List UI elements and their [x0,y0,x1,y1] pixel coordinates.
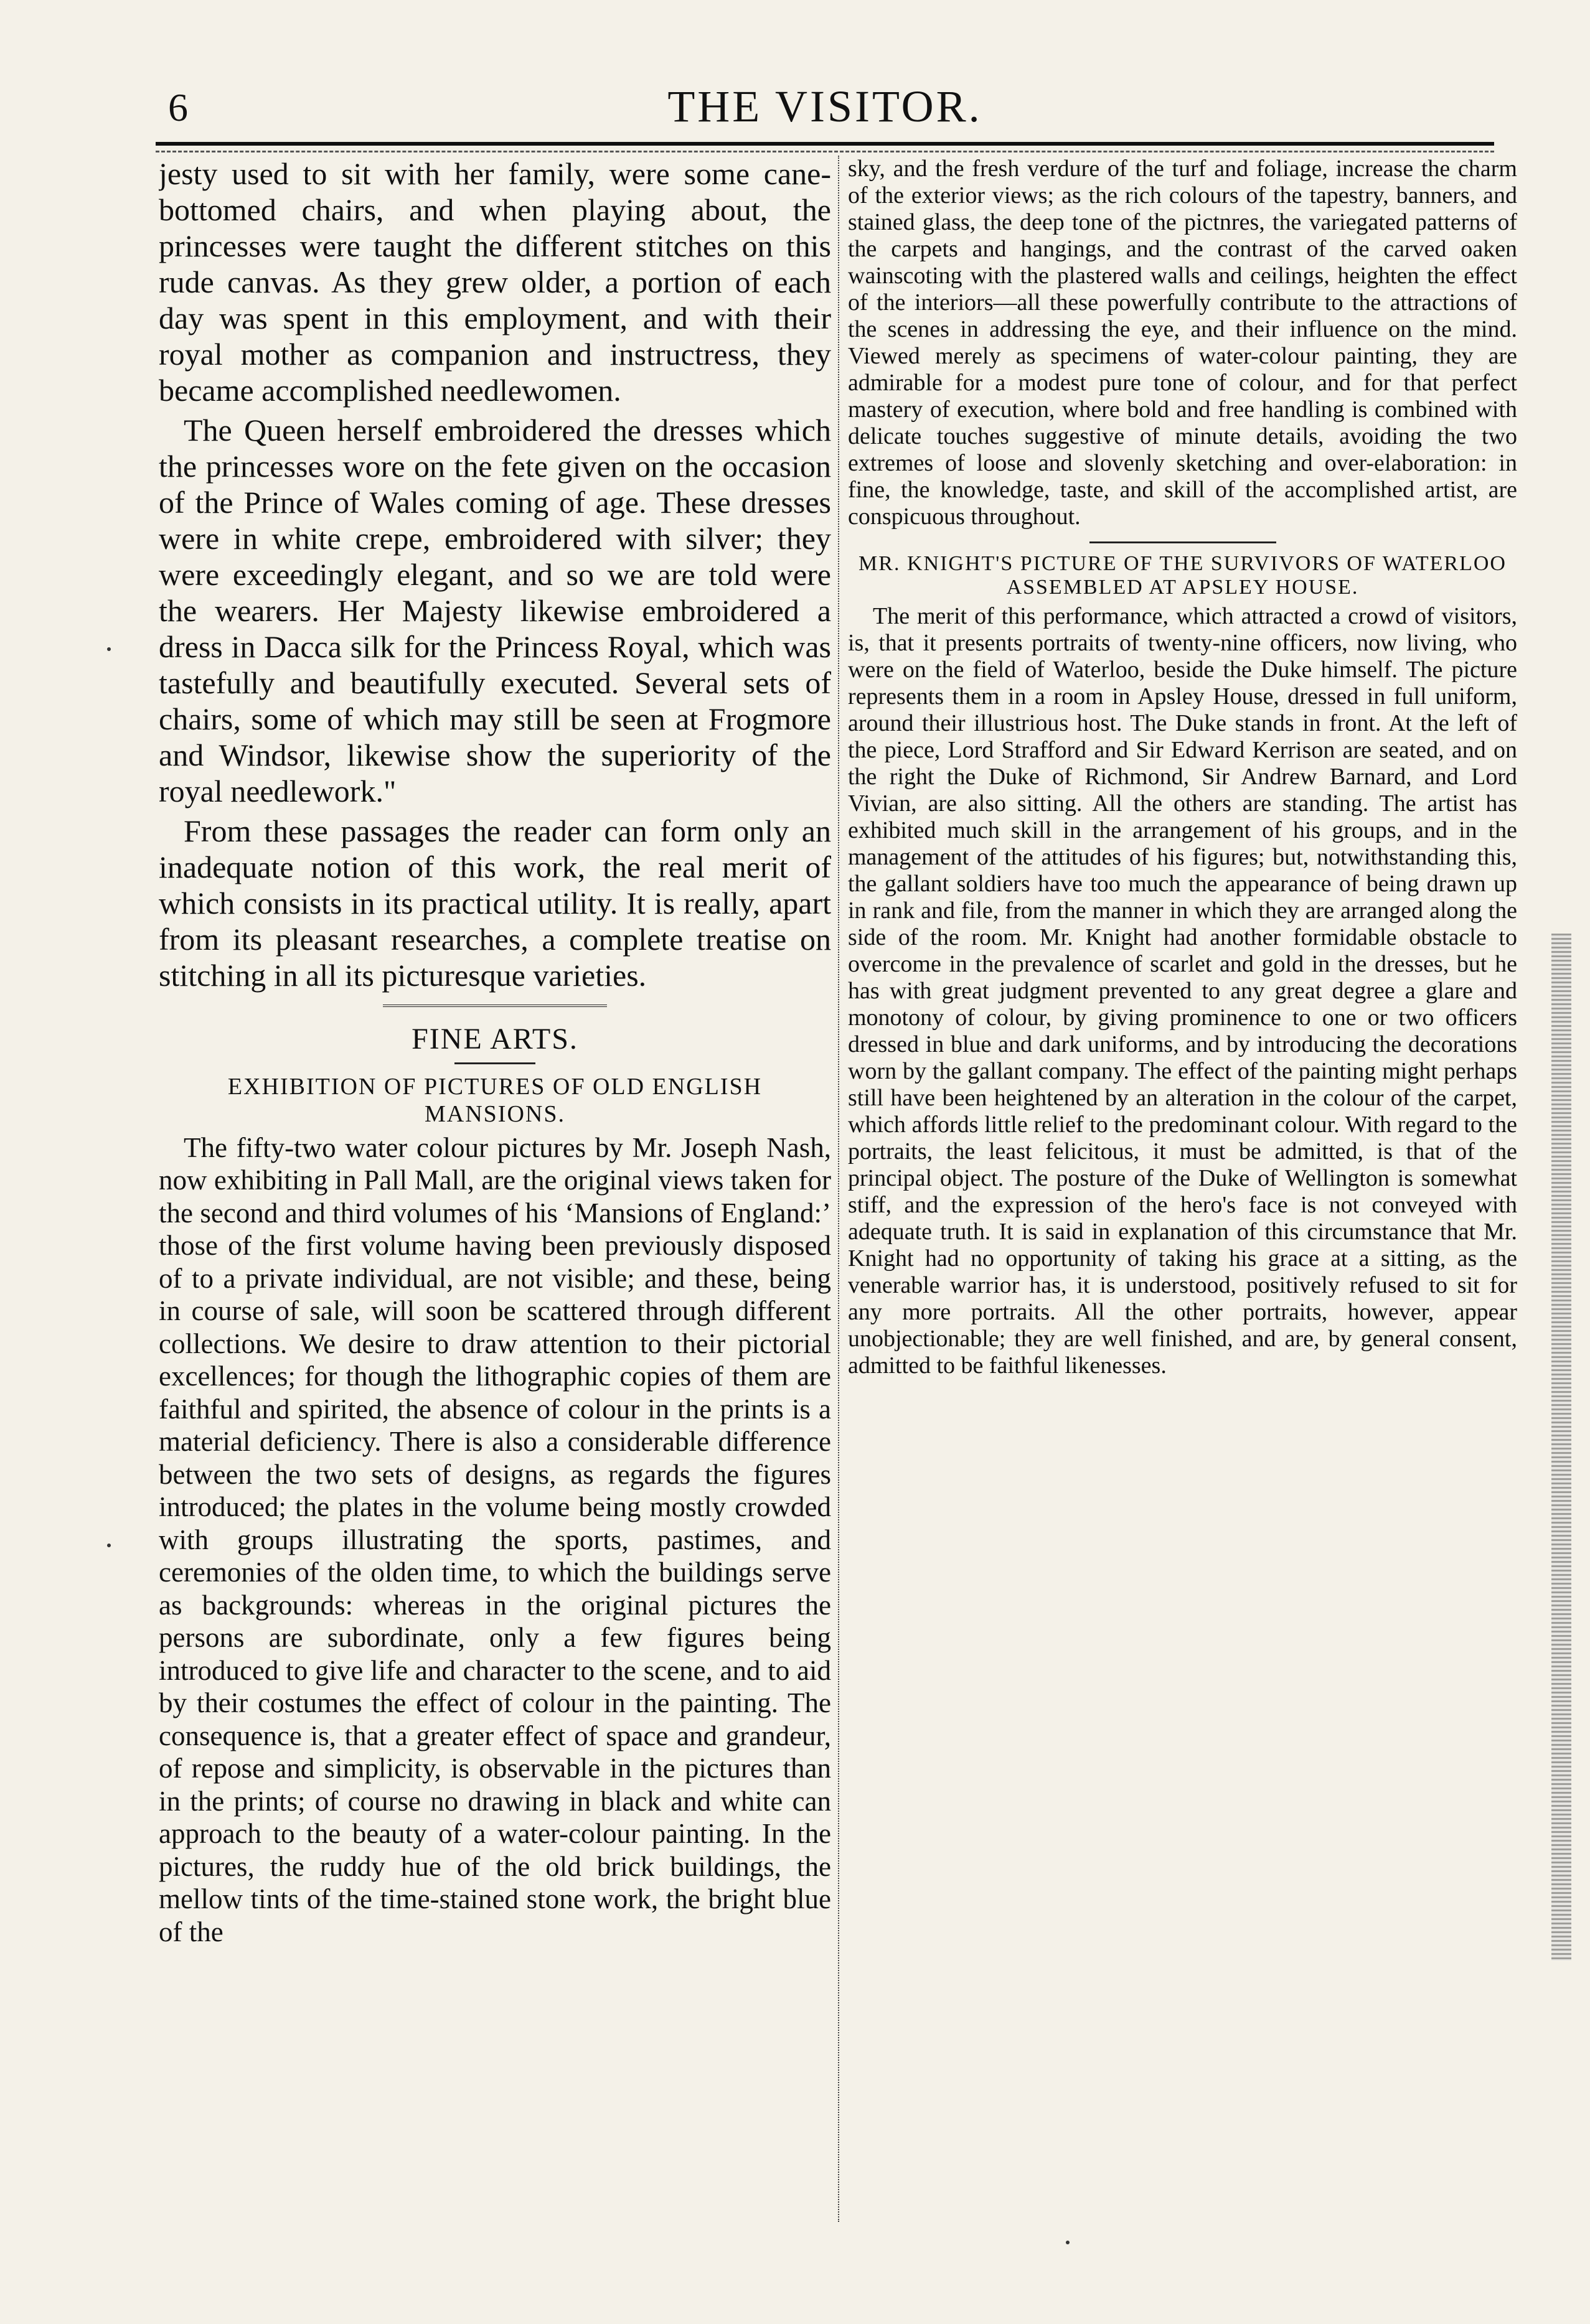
header-rule [156,142,1494,146]
article-body-exhibition: The fifty-two water colour pictures by Mr. Joseph Nash, now exhibiting in Pall Mall, are the original views taken for the second and third volumes of his ‘Mansions of England:’ those of the first volume having been previously disposed of to a private individual, are not visible; and these, being in course of sale, will soon be scattered through different collections. We desire to draw attention to their pictorial excellences; for though the lithographic copies of them are faithful and spirited, the absence of colour in the prints is a material deficiency. There is also a considerable difference between the two sets of designs, as regards the figures introduced; the plates in the volume being mostly crowded with groups illustrating the sports, pastimes, and ceremonies of the olden time, to which the buildings serve as backgrounds: whereas in the original pictures the persons are subordinate, only a few figures being introduced to give life and character to the scene, and to aid by their costumes the effect of colour in the painting. The consequence is, that a greater effect of space and grandeur, of repose and simplicity, is observable in the pictures than in the prints; of course no drawing in black and white can approach to the beauty of a water-colour painting. In the pictures, the ruddy hue of the old brick buildings, the mellow tints of the time-stained stone work, the bright blue of the [159,1132,831,1947]
article-body-exhibition-continued: sky, and the fresh verdure of the turf and foliage, increase the charm of the exterior views; as the rich colours of the tapestry, banners, and stained glass, the deep tone of the pictnres, the variegated patterns of the carpets and hangings, and the contrast of the carved oaken wainscoting with the plastered walls and ceilings, heighten the effect of the interiors—all these powerfully contribute to the attractions of the scenes in addressing the eye, and their influence on the mind. Viewed merely as specimens of water-colour painting, they are admirable for a modest pure tone of colour, and for that perfect mastery of execution, where bold and free handling is combined with delicate touches suggestive of minute details, avoiding the two extremes of loose and slovenly sketching and over-elaboration: in fine, the knowledge, taste, and skill of the accomplished artist, are conspicuous throughout. [848,156,1517,530]
section-heading-fine-arts: FINE ARTS. [412,1023,578,1056]
short-rule [454,1062,535,1064]
left-column [159,156,831,2231]
page-number: 6 [168,85,188,129]
paragraph-queen-embroidery: The Queen herself embroidered the dresses which the princesses wore on the fete given on the occasion of the Prince of Wales coming of age. These dresses were in white crepe, embroidered with silver; they were exceedingly elegant, and so we are told were the wearers. Her Majesty likewise embroidered a dress in Dacca silk for the Princess Royal, which was tastefully and beautifully executed. Several sets of chairs, some of which may still be seen at Frogmore and Windsor, likewise show the superiority of the royal needlework." [159,413,831,808]
article-separator-rule [1089,541,1276,543]
page-header [156,81,1494,143]
ink-speck [107,1544,111,1547]
article-heading-exhibition: EXHIBITION OF PICTURES OF OLD ENGLISH MANSIONS. [227,1073,763,1127]
page-edge-strip [1551,934,1571,1961]
right-column [848,156,1517,2231]
paragraph-conclusion: From these passages the reader can form only an inadequate notion of this work, the real merit of which consists in its practical utility. It is really, apart from its pleasant researches, a complete treatise on stitching in all its picturesque varieties. [159,813,831,993]
running-title: THE VISITOR. [667,82,982,131]
ink-speck [1066,2241,1070,2244]
ink-speck [107,647,111,651]
paragraph-continuation: jesty used to sit with her family, were some cane-bottomed chairs, and when playing about, the princesses were taught the different stitches on this rude canvas. As they grew older, a portion of each day was spent in this employment, and with their royal mother as companion and instructress, they became accomplished needlewomen. [159,156,831,408]
article-body-knight: The merit of this performance, which attracted a crowd of visitors, is, that it presents portraits of twenty-nine officers, now living, who were on the field of Waterloo, beside the Duke himself. The picture represents them in a room in Apsley House, dressed in full uniform, around their illustrious host. The Duke stands in front. At the left of the piece, Lord Strafford and Sir Edward Kerrison are seated, and on the right the Duke of Richmond, Sir Andrew Barnard, and Lord Vivian, are also sitting. All the others are standing. The artist has exhibited much skill in the arrangement of his groups, and in the management of the attitudes of his figures; but, notwithstanding this, the gallant soldiers have too much the appearance of being drawn up in rank and file, from the manner in which they are arranged along the side of the room. Mr. Knight had another formidable obstacle to overcome in the prevalence of scarlet and gold in the dresses, but he has with great judgment prevented to any great degree a glare and monotony of colour, by giving prominence to one or two officers dressed in blue and dark uniforms, and by introducing the decorations worn by the gallant company. The effect of the painting might perhaps still have been heightened by an alteration in the colour of the carpet, which affords little relief to the predominant colour. With regard to the portraits, the least felicitous, it must be admitted, is that of the principal object. The posture of the Duke of Wellington is somewhat stiff, and the expression of the hero's face is not conveyed with adequate truth. It is said in explanation of this circumstance that Mr. Knight had no opportunity of taking his grace at a sitting, as the venerable warrior has, it is understood, positively refused to sit for any more portraits. All the other portraits, however, appear unobjectionable; they are well finished, and are, by general consent, admitted to be faithful likenesses. [848,603,1517,1379]
header-dashed-rule [156,151,1494,152]
article-heading-knight: MR. KNIGHT'S PICTURE OF THE SURVIVORS OF WATERLOO ASSEMBLED AT APSLEY HOUSE. [859,552,1507,599]
column-divider [838,156,839,2222]
section-rule [383,1005,607,1007]
